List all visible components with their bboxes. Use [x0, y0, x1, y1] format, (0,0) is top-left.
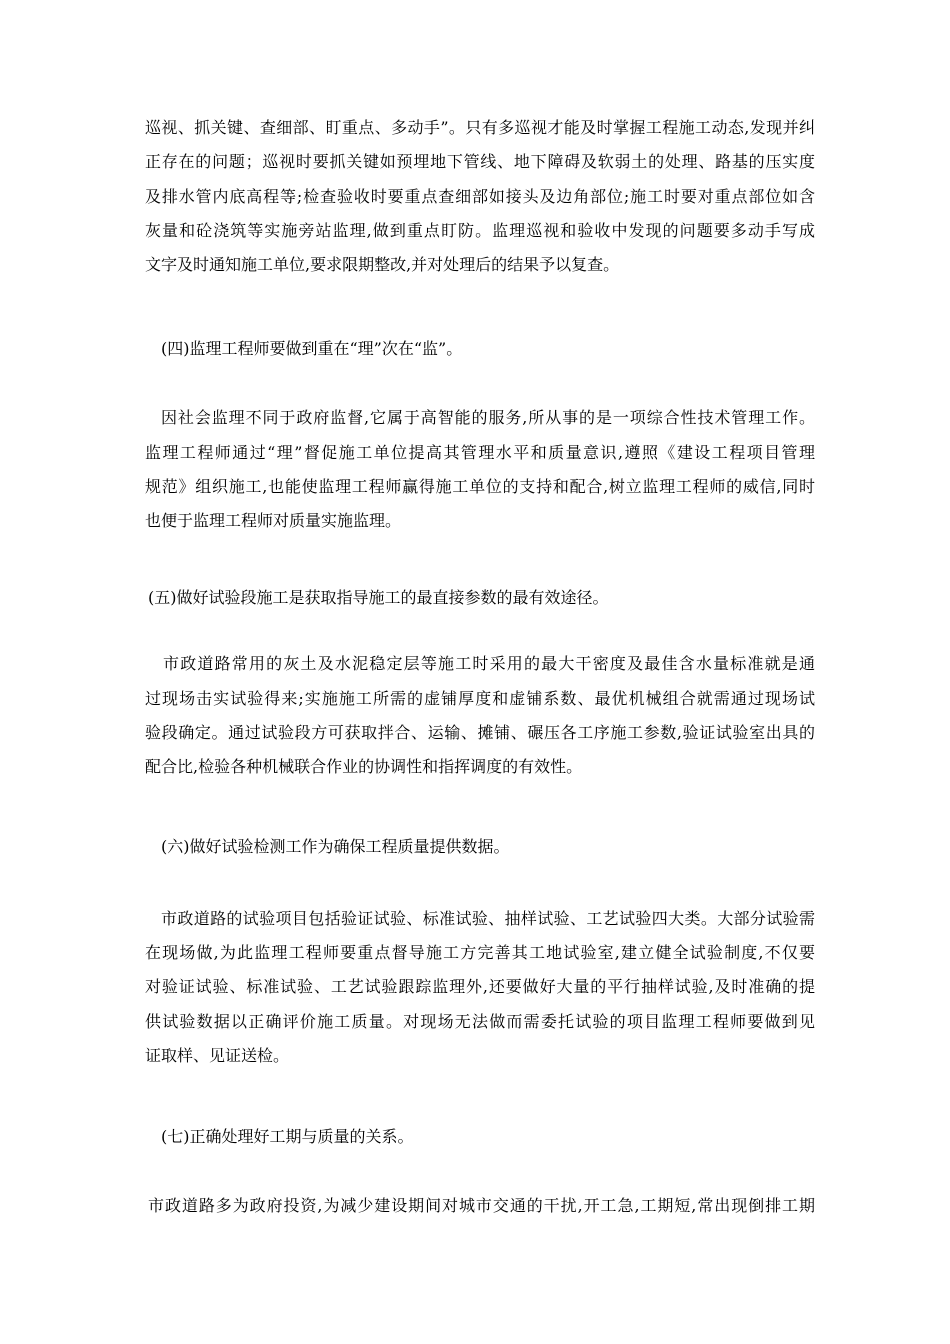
- paragraph-line: 监理工程师通过“理”督促施工单位提高其管理水平和质量意识,遵照《建设工程项目管理: [145, 443, 815, 462]
- paragraph-line: 规范》组织施工,也能使监理工程师赢得施工单位的支持和配合,树立监理工程师的威信,同时: [145, 477, 815, 496]
- paragraph-line: 灰量和砼浇筑等实施旁站监理,做到重点盯防。监理巡视和验收中发现的问题要多动手写成: [145, 221, 815, 240]
- paragraph-line: 也便于监理工程师对质量实施监理。: [145, 511, 402, 530]
- paragraph-line: 证取样、见证送检。: [145, 1046, 290, 1065]
- paragraph-line: 正存在的问题；巡视时要抓关键如预埋地下管线、地下障碍及软弱土的处理、路基的压实度: [145, 152, 815, 171]
- section-heading: (四)监理工程师要做到重在“理”次在“监”。: [161, 339, 463, 358]
- paragraph-line: 市政道路多为政府投资,为减少建设期间对城市交通的干扰,开工急,工期短,常出现倒排工期: [148, 1196, 815, 1215]
- paragraph-line: 巡视、抓关键、查细部、盯重点、多动手”。只有多巡视才能及时掌握工程施工动态,发现并纠: [145, 118, 815, 137]
- paragraph-line: 对验证试验、标准试验、工艺试验跟踪监理外,还要做好大量的平行抽样试验,及时准确的提: [145, 977, 815, 996]
- section-heading: (五)做好试验段施工是获取指导施工的最直接参数的最有效途径。: [148, 588, 609, 607]
- paragraph-line: 在现场做,为此监理工程师要重点督导施工方完善其工地试验室,建立健全试验制度,不仅要: [145, 943, 815, 962]
- paragraph-line: 市政道路的试验项目包括验证试验、标准试验、抽样试验、工艺试验四大类。大部分试验需: [161, 909, 815, 928]
- paragraph-line: 供试验数据以正确评价施工质量。对现场无法做而需委托试验的项目监理工程师要做到见: [145, 1012, 815, 1031]
- paragraph-line: 文字及时通知施工单位,要求限期整改,并对处理后的结果予以复查。: [145, 255, 620, 274]
- section-heading: (七)正确处理好工期与质量的关系。: [161, 1127, 414, 1146]
- paragraph-line: 验段确定。通过试验段方可获取拌合、运输、摊铺、碾压各工序施工参数,验证试验室出具的: [145, 723, 815, 742]
- section-heading: (六)做好试验检测工作为确保工程质量提供数据。: [161, 837, 510, 856]
- paragraph-line: 市政道路常用的灰土及水泥稳定层等施工时采用的最大干密度及最佳含水量标准就是通: [163, 654, 815, 673]
- paragraph-line: 及排水管内底高程等;检查验收时要重点查细部如接头及边角部位;施工时要对重点部位如含: [145, 187, 815, 206]
- paragraph-line: 因社会监理不同于政府监督,它属于高智能的服务,所从事的是一项综合性技术管理工作。: [161, 408, 815, 427]
- paragraph-line: 过现场击实试验得来;实施施工所需的虚铺厚度和虚铺系数、最优机械组合就需通过现场试: [145, 689, 815, 708]
- paragraph-line: 配合比,检验各种机械联合作业的协调性和指挥调度的有效性。: [145, 757, 583, 776]
